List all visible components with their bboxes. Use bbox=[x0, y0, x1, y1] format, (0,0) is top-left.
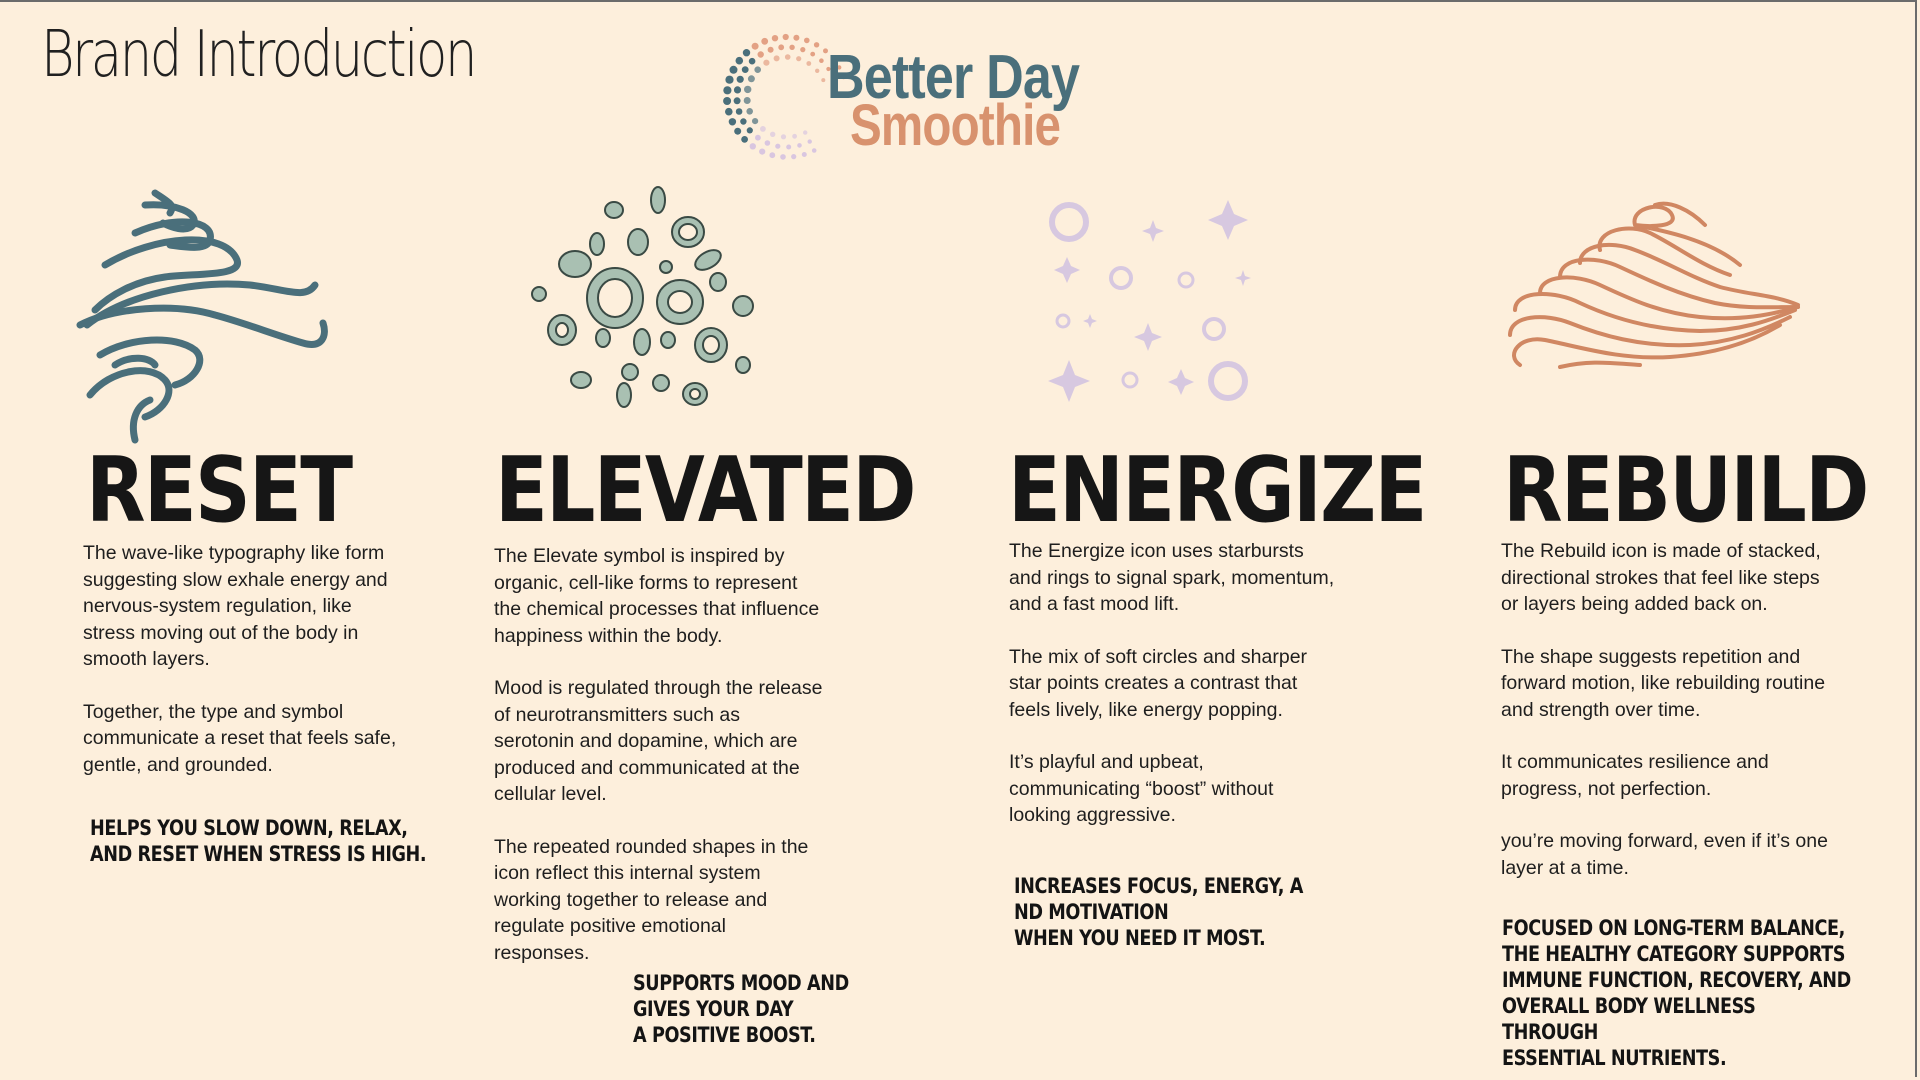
starburst-icon bbox=[1040, 195, 1260, 410]
rebuild-tagline: FOCUSED ON LONG-TERM BALANCE, THE HEALTHY CATEGORY SUPPORTS IMMUNE FUNCTION, RECOVERY, AND OVERALL BODY WELLNESS THROUGH ESSENTIAL NUTRIENTS. bbox=[1502, 916, 1851, 1070]
logo-smoothie: Smoothie bbox=[850, 93, 1061, 158]
logo-better-day: Better Day bbox=[827, 43, 1080, 112]
rebuild-description bbox=[1501, 538, 1831, 907]
brand-logo bbox=[712, 22, 1082, 172]
elevated-paragraph-2: Mood is regulated through the release of neurotransmitters such as serotonin and dopamine, which are produced and communicated at the cellular level. bbox=[494, 677, 823, 805]
energize-paragraph-1: The Energize icon uses starbursts and rings to signal spark, momentum, and a fast mood lift. bbox=[1009, 540, 1335, 615]
energize-tagline: INCREASES FOCUS, ENERGY, A ND MOTIVATION WHEN YOU NEED IT MOST. bbox=[1014, 874, 1303, 950]
cell-cluster-icon bbox=[525, 180, 765, 420]
heading-elevated: ELEVATED bbox=[495, 438, 915, 543]
wave-lines-icon bbox=[75, 185, 335, 445]
elevated-tagline: SUPPORTS MOOD AND GIVES YOUR DAY A POSITIVE BOOST. bbox=[633, 971, 849, 1047]
heading-reset: RESET bbox=[86, 438, 352, 543]
heading-rebuild: REBUILD bbox=[1503, 438, 1868, 543]
stacked-strokes-icon bbox=[1500, 195, 1810, 375]
rebuild-paragraph-1: The Rebuild icon is made of stacked, directional strokes that feel like steps or layers being added back on. bbox=[1501, 540, 1821, 615]
reset-paragraph-1: The wave-like typography like form suggesting slow exhale energy and nervous-system regulation, like stress moving out of the body in smooth layers. bbox=[83, 542, 388, 670]
reset-description bbox=[83, 540, 403, 804]
rebuild-paragraph-2: The shape suggests repetition and forward motion, like rebuilding routine and strength over time. bbox=[1501, 645, 1826, 721]
heading-energize: ENERGIZE bbox=[1008, 438, 1426, 543]
energize-description bbox=[1009, 538, 1339, 855]
rebuild-paragraph-3: It communicates resilience and progress, not perfection. bbox=[1501, 751, 1769, 800]
elevated-description bbox=[494, 543, 824, 992]
elevated-paragraph-1: The Elevate symbol is inspired by organic, cell-like forms to represent the chemical processes that influence happiness within the body. bbox=[494, 545, 820, 647]
page-title: Brand Introduction bbox=[41, 18, 476, 92]
energize-paragraph-3: It’s playful and upbeat, communicating “boost” without looking aggressive. bbox=[1009, 751, 1274, 826]
energize-paragraph-2: The mix of soft circles and sharper star points creates a contrast that feels lively, like energy popping. bbox=[1009, 645, 1308, 721]
reset-tagline: HELPS YOU SLOW DOWN, RELAX, AND RESET WHEN STRESS IS HIGH. bbox=[90, 816, 427, 866]
rebuild-paragraph-4: you’re moving forward, even if it’s one layer at a time. bbox=[1501, 830, 1828, 879]
elevated-paragraph-3: The repeated rounded shapes in the icon reflect this internal system working together to release and regulate positive emotional responses. bbox=[494, 835, 809, 964]
reset-paragraph-2: Together, the type and symbol communicate a reset that feels safe, gentle, and grounded. bbox=[83, 700, 397, 776]
